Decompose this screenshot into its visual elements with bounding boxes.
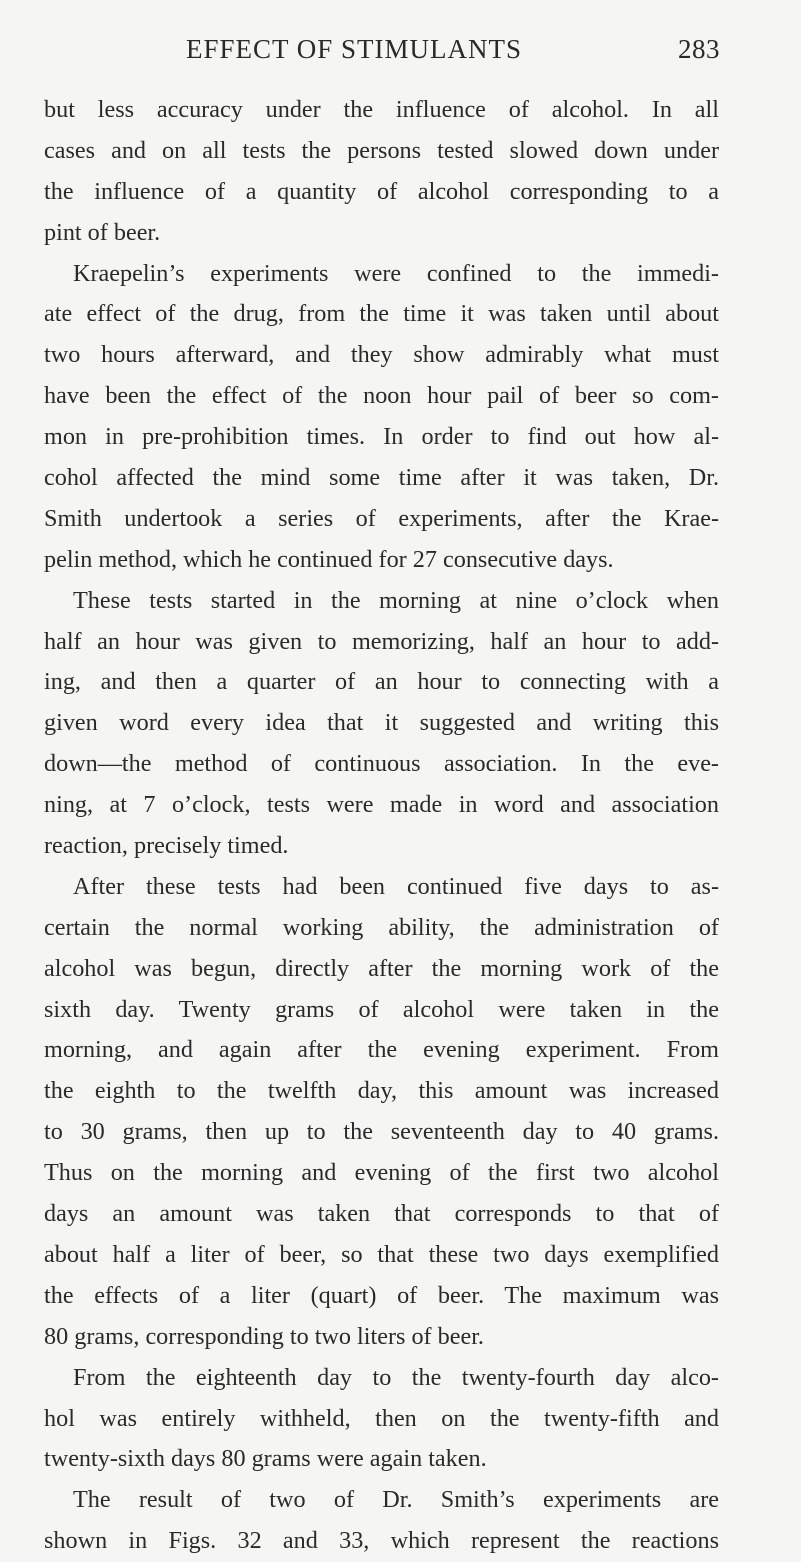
text-line: The result of two of Dr. Smith’s experiments are (73, 1486, 719, 1514)
text-line: the influence of a quantity of alcohol corresponding to a (44, 177, 719, 205)
text-line: pint of beer. (44, 218, 161, 246)
text-line: hol was entirely withheld, then on the twenty-fifth and (44, 1404, 719, 1432)
text-line: From the eighteenth day to the twenty-fourth day alco- (73, 1363, 719, 1391)
body-text (44, 90, 719, 1562)
text-line: cohol affected the mind some time after it was taken, Dr. (44, 464, 719, 492)
text-line: Thus on the morning and evening of the first two alcohol (44, 1159, 719, 1187)
text-line: alcohol was begun, directly after the morning work of the (44, 954, 719, 982)
page-header (186, 34, 720, 74)
text-line: ing, and then a quarter of an hour to connecting with a (44, 668, 719, 696)
text-line: down—the method of continuous association. In the eve- (44, 750, 719, 778)
text-line: days an amount was taken that corresponds to that of (44, 1200, 719, 1228)
text-line: 80 grams, corresponding to two liters of beer. (44, 1322, 484, 1350)
text-line: to 30 grams, then up to the seventeenth day to 40 grams. (44, 1118, 719, 1146)
text-line: the effects of a liter (quart) of beer. The maximum was (44, 1281, 719, 1309)
text-line: but less accuracy under the influence of alcohol. In all (44, 96, 719, 123)
text-line: half an hour was given to memorizing, half an hour to add- (44, 627, 719, 655)
text-line: about half a liter of beer, so that these two days exemplified (44, 1240, 719, 1268)
text-line: reaction, precisely timed. (44, 832, 289, 860)
text-line: have been the effect of the noon hour pail of beer so com- (44, 382, 719, 410)
text-line: After these tests had been continued five days to as- (73, 872, 719, 900)
text-line: Kraepelin’s experiments were confined to the immedi- (73, 259, 719, 287)
text-line: ate effect of the drug, from the time it was taken until about (44, 300, 719, 328)
text-line: ning, at 7 o’clock, tests were made in word and association (44, 791, 719, 819)
text-line: These tests started in the morning at nine o’clock when (73, 586, 719, 614)
text-line: Smith undertook a series of experiments, after the Krae- (44, 504, 719, 532)
text-line: sixth day. Twenty grams of alcohol were taken in the (44, 995, 719, 1023)
text-line: the eighth to the twelfth day, this amount was increased (44, 1077, 719, 1105)
page-number: 283 (678, 34, 720, 64)
text-line: given word every idea that it suggested and writing this (44, 709, 719, 737)
text-line: two hours afterward, and they show admirably what must (44, 341, 719, 369)
text-line: certain the normal working ability, the administration of (44, 913, 719, 941)
text-line: shown in Figs. 32 and 33, which represent the reactions (44, 1527, 719, 1555)
text-line: cases and on all tests the persons tested slowed down under (44, 136, 719, 164)
text-line: twenty-sixth days 80 grams were again taken. (44, 1445, 487, 1473)
running-title: EFFECT OF STIMULANTS (186, 34, 523, 64)
text-line: mon in pre-prohibition times. In order to find out how al- (44, 423, 719, 451)
text-line: pelin method, which he continued for 27 consecutive days. (44, 545, 614, 573)
text-line: morning, and again after the evening experiment. From (44, 1036, 719, 1064)
